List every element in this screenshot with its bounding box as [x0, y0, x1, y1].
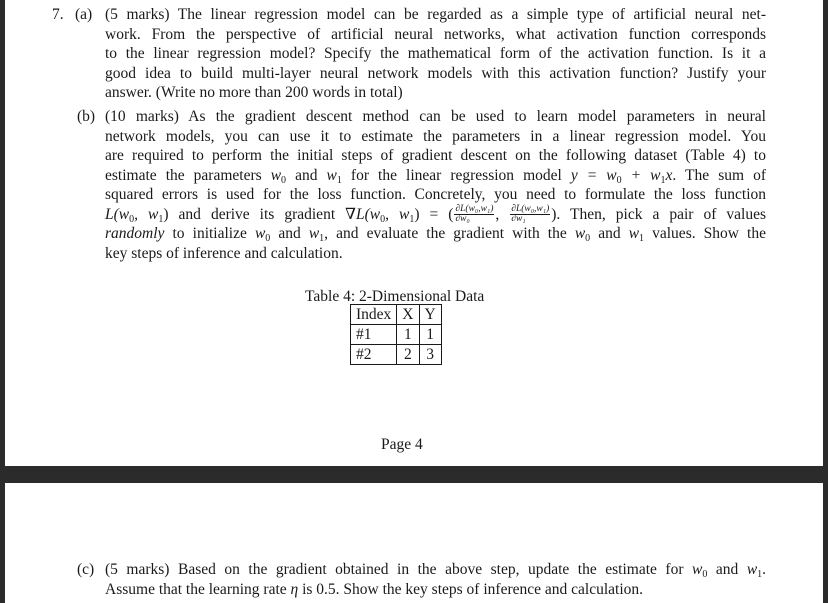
table-cell: #1 — [356, 326, 372, 343]
part-b-line: $L(w_0$, $w_1$) and derive its gradient $\nabla L(w_0$, $w_1$) = ( $\frac{\text{∂L(w₀,w₁)}}{\text{∂w₀}}$ , $\frac{\text{∂L(w₀,w₁)}}{\text{∂w₁}}$ ). Then, pick a pair of values — [105, 204, 766, 225]
part-a-line: work. From the perspective of artificial neural networks, what activation function corresponds — [105, 25, 766, 43]
part-c-line: Assume that the learning rate η is 0.5. Show the key steps of inference and calculation. — [105, 580, 643, 598]
table-header-row — [351, 305, 442, 325]
model-equation: y = w — [570, 166, 617, 184]
part-b-label: (b) — [77, 108, 96, 125]
table-cell: 1 — [397, 325, 419, 345]
table-cell: 2 — [397, 345, 419, 365]
part-a-line: to the linear regression model? Specify the mathematical form of the activation function. Is it a — [105, 45, 766, 62]
part-b-line: key steps of inference and calculation. — [105, 244, 343, 262]
part-c-text — [105, 560, 766, 599]
table-cell: #2 — [351, 345, 397, 365]
table-row — [351, 325, 442, 345]
part-b-line: are required to perform the initial steps of gradient descent on the following dataset (Table 4) to — [105, 147, 766, 164]
part-a-line: good idea to build multi-layer neural network models with this activation function? Justify your — [105, 64, 766, 82]
gradient-expression: ∇L(w — [345, 205, 381, 223]
table-caption: Table 4: 2-Dimensional Data — [305, 288, 485, 305]
part-a-text — [105, 5, 766, 103]
part-b-line: estimate the parameters $w_0$ and $w_1$ for the linear regression model $y = w_0 + w_1x$. The sum of — [105, 166, 766, 186]
header-index: Index — [356, 306, 392, 323]
part-c-line: (5 marks) Based on the gradient obtained in the above step, update the estimate for $w_0$ and $w_1$. — [105, 561, 767, 580]
partial-w0-fraction: $\frac{\text{∂L(w₀,w₁)}}{\text{∂w₀}}$ — [455, 204, 494, 225]
document-page — [5, 0, 823, 466]
part-b-line: randomly to initialize $w_0$ and $w_1$, and evaluate the gradient with the $w_0$ and $w_1$ values. Show the — [105, 225, 766, 245]
partial-w1-fraction: $\frac{\text{∂L(w₀,w₁)}}{\text{∂w₁}}$ — [511, 204, 550, 225]
part-b-text — [105, 107, 766, 263]
part-b-line: (10 marks) As the gradient descent method can be used to learn model parameters in neural — [105, 108, 766, 125]
table-cell: 1 — [419, 325, 441, 345]
table-row — [351, 345, 442, 365]
page-number: Page 4 — [381, 436, 423, 453]
part-b-line: squared errors is used for the loss function. Concretely, you need to formulate the loss function — [105, 186, 766, 203]
part-a-line: answer. (Write no more than 200 words in total) — [105, 84, 403, 101]
loss-function: L(w — [105, 205, 130, 223]
header-x: X — [397, 305, 419, 325]
document-page-next — [5, 483, 823, 603]
part-a-label: (a) — [75, 6, 93, 23]
question-number: 7. — [52, 6, 64, 23]
table-cell: 3 — [419, 345, 441, 365]
learning-rate-symbol: η — [290, 580, 299, 598]
part-a-line: (5 marks) The linear regression model can be regarded as a simple type of artificial neural net- — [105, 6, 766, 23]
part-b-line: network models, you can use it to estimate the parameters in a linear regression model. You — [105, 127, 766, 145]
part-c-label: (c) — [77, 561, 95, 578]
data-table — [350, 304, 442, 365]
header-y: Y — [419, 305, 441, 325]
